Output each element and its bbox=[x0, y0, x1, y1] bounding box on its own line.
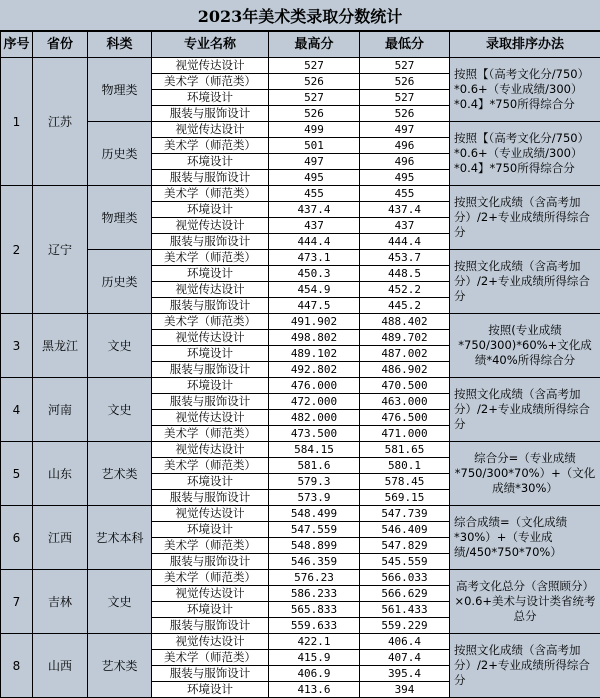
row-number: 1 bbox=[1, 58, 33, 186]
max-score-cell: 584.15 bbox=[269, 442, 360, 458]
min-score-cell: 545.559 bbox=[360, 554, 450, 570]
max-score-cell: 492.802 bbox=[269, 362, 360, 378]
method-cell: 按照文化成绩（含高考加分）/2+专业成绩所得综合分 bbox=[450, 634, 600, 698]
province-cell: 河南 bbox=[33, 378, 88, 442]
major-cell: 环境设计 bbox=[152, 90, 269, 106]
header-category: 科类 bbox=[88, 32, 152, 58]
row-number: 2 bbox=[1, 186, 33, 314]
table-row bbox=[1, 570, 600, 586]
major-cell: 服装与服饰设计 bbox=[152, 618, 269, 634]
major-cell: 环境设计 bbox=[152, 346, 269, 362]
max-score-cell: 498.802 bbox=[269, 330, 360, 346]
max-score-cell: 454.9 bbox=[269, 282, 360, 298]
major-cell: 视觉传达设计 bbox=[152, 410, 269, 426]
max-score-cell: 413.6 bbox=[269, 682, 360, 698]
major-cell: 服装与服饰设计 bbox=[152, 170, 269, 186]
header-major: 专业名称 bbox=[152, 32, 269, 58]
method-cell: 按照【（高考文化分/750）*0.6+（专业成绩/300）*0.4】*750所得综合分 bbox=[450, 58, 600, 122]
table-row bbox=[1, 378, 600, 394]
method-cell: 综合成绩=（文化成绩*30%）+（专业成绩/450*750*70%） bbox=[450, 506, 600, 570]
min-score-cell: 487.002 bbox=[360, 346, 450, 362]
min-score-cell: 496 bbox=[360, 138, 450, 154]
category-cell: 历史类 bbox=[88, 250, 152, 314]
min-score-cell: 470.500 bbox=[360, 378, 450, 394]
max-score-cell: 437.4 bbox=[269, 202, 360, 218]
max-score-cell: 546.359 bbox=[269, 554, 360, 570]
min-score-cell: 489.702 bbox=[360, 330, 450, 346]
province-cell: 山东 bbox=[33, 442, 88, 506]
max-score-cell: 548.499 bbox=[269, 506, 360, 522]
table-row bbox=[1, 250, 600, 266]
major-cell: 服装与服饰设计 bbox=[152, 554, 269, 570]
table-row bbox=[1, 442, 600, 458]
max-score-cell: 476.000 bbox=[269, 378, 360, 394]
province-cell: 辽宁 bbox=[33, 186, 88, 314]
category-cell: 物理类 bbox=[88, 186, 152, 250]
major-cell: 环境设计 bbox=[152, 474, 269, 490]
min-score-cell: 444.4 bbox=[360, 234, 450, 250]
max-score-cell: 473.500 bbox=[269, 426, 360, 442]
max-score-cell: 450.3 bbox=[269, 266, 360, 282]
major-cell: 视觉传达设计 bbox=[152, 634, 269, 650]
min-score-cell: 394 bbox=[360, 682, 450, 698]
min-score-cell: 406.4 bbox=[360, 634, 450, 650]
min-score-cell: 566.629 bbox=[360, 586, 450, 602]
table-row bbox=[1, 506, 600, 522]
min-score-cell: 437.4 bbox=[360, 202, 450, 218]
max-score-cell: 473.1 bbox=[269, 250, 360, 266]
min-score-cell: 526 bbox=[360, 74, 450, 90]
max-score-cell: 573.9 bbox=[269, 490, 360, 506]
method-cell: 按照文化成绩（含高考加分）/2+专业成绩所得综合分 bbox=[450, 378, 600, 442]
header-no: 序号 bbox=[1, 32, 33, 58]
max-score-cell: 559.633 bbox=[269, 618, 360, 634]
max-score-cell: 415.9 bbox=[269, 650, 360, 666]
category-cell: 文史 bbox=[88, 570, 152, 634]
table-body bbox=[1, 58, 600, 698]
category-cell: 文史 bbox=[88, 314, 152, 378]
min-score-cell: 488.402 bbox=[360, 314, 450, 330]
major-cell: 美术学（师范类） bbox=[152, 186, 269, 202]
province-cell: 江西 bbox=[33, 506, 88, 570]
min-score-cell: 569.15 bbox=[360, 490, 450, 506]
min-score-cell: 581.65 bbox=[360, 442, 450, 458]
major-cell: 视觉传达设计 bbox=[152, 218, 269, 234]
max-score-cell: 526 bbox=[269, 106, 360, 122]
method-cell: 综合分=（专业成绩*750/300*70%）+（文化成绩*30%） bbox=[450, 442, 600, 506]
major-cell: 环境设计 bbox=[152, 154, 269, 170]
row-number: 3 bbox=[1, 314, 33, 378]
province-cell: 江苏 bbox=[33, 58, 88, 186]
major-cell: 服装与服饰设计 bbox=[152, 490, 269, 506]
max-score-cell: 482.000 bbox=[269, 410, 360, 426]
min-score-cell: 486.902 bbox=[360, 362, 450, 378]
method-cell: 按照文化成绩（含高考加分）/2+专业成绩所得综合分 bbox=[450, 250, 600, 314]
major-cell: 视觉传达设计 bbox=[152, 586, 269, 602]
max-score-cell: 472.000 bbox=[269, 394, 360, 410]
major-cell: 美术学（师范类） bbox=[152, 138, 269, 154]
max-score-cell: 499 bbox=[269, 122, 360, 138]
max-score-cell: 497 bbox=[269, 154, 360, 170]
row-number: 6 bbox=[1, 506, 33, 570]
major-cell: 美术学（师范类） bbox=[152, 426, 269, 442]
category-cell: 艺术类 bbox=[88, 442, 152, 506]
major-cell: 美术学（师范类） bbox=[152, 570, 269, 586]
min-score-cell: 463.000 bbox=[360, 394, 450, 410]
category-cell: 艺术本科 bbox=[88, 506, 152, 570]
min-score-cell: 453.7 bbox=[360, 250, 450, 266]
major-cell: 服装与服饰设计 bbox=[152, 394, 269, 410]
max-score-cell: 501 bbox=[269, 138, 360, 154]
table-row bbox=[1, 634, 600, 650]
min-score-cell: 566.033 bbox=[360, 570, 450, 586]
major-cell: 美术学（师范类） bbox=[152, 650, 269, 666]
max-score-cell: 527 bbox=[269, 90, 360, 106]
major-cell: 环境设计 bbox=[152, 266, 269, 282]
major-cell: 视觉传达设计 bbox=[152, 122, 269, 138]
major-cell: 服装与服饰设计 bbox=[152, 666, 269, 682]
major-cell: 视觉传达设计 bbox=[152, 282, 269, 298]
score-table bbox=[0, 31, 600, 698]
table-row bbox=[1, 58, 600, 74]
major-cell: 环境设计 bbox=[152, 202, 269, 218]
major-cell: 视觉传达设计 bbox=[152, 506, 269, 522]
row-number: 4 bbox=[1, 378, 33, 442]
province-cell: 吉林 bbox=[33, 570, 88, 634]
header-row bbox=[1, 32, 600, 58]
method-cell: 按照【（高考文化分/750）*0.6+（专业成绩/300）*0.4】*750所得综合分 bbox=[450, 122, 600, 186]
major-cell: 视觉传达设计 bbox=[152, 442, 269, 458]
major-cell: 美术学（师范类） bbox=[152, 458, 269, 474]
min-score-cell: 445.2 bbox=[360, 298, 450, 314]
major-cell: 服装与服饰设计 bbox=[152, 362, 269, 378]
header-max: 最高分 bbox=[269, 32, 360, 58]
min-score-cell: 455 bbox=[360, 186, 450, 202]
major-cell: 服装与服饰设计 bbox=[152, 234, 269, 250]
max-score-cell: 576.23 bbox=[269, 570, 360, 586]
min-score-cell: 580.1 bbox=[360, 458, 450, 474]
max-score-cell: 579.3 bbox=[269, 474, 360, 490]
min-score-cell: 495 bbox=[360, 170, 450, 186]
max-score-cell: 527 bbox=[269, 58, 360, 74]
major-cell: 环境设计 bbox=[152, 682, 269, 698]
min-score-cell: 452.2 bbox=[360, 282, 450, 298]
min-score-cell: 448.5 bbox=[360, 266, 450, 282]
major-cell: 美术学（师范类） bbox=[152, 74, 269, 90]
row-number: 5 bbox=[1, 442, 33, 506]
min-score-cell: 526 bbox=[360, 106, 450, 122]
table-row bbox=[1, 314, 600, 330]
row-number: 7 bbox=[1, 570, 33, 634]
max-score-cell: 491.902 bbox=[269, 314, 360, 330]
province-cell: 山西 bbox=[33, 634, 88, 698]
table-row bbox=[1, 186, 600, 202]
min-score-cell: 559.229 bbox=[360, 618, 450, 634]
max-score-cell: 444.4 bbox=[269, 234, 360, 250]
max-score-cell: 526 bbox=[269, 74, 360, 90]
max-score-cell: 495 bbox=[269, 170, 360, 186]
header-method: 录取排序办法 bbox=[450, 32, 600, 58]
min-score-cell: 497 bbox=[360, 122, 450, 138]
sheet-title: 2023年美术类录取分数统计 bbox=[0, 0, 600, 31]
major-cell: 环境设计 bbox=[152, 378, 269, 394]
min-score-cell: 496 bbox=[360, 154, 450, 170]
min-score-cell: 476.500 bbox=[360, 410, 450, 426]
major-cell: 美术学（师范类） bbox=[152, 314, 269, 330]
major-cell: 美术学（师范类） bbox=[152, 538, 269, 554]
major-cell: 服装与服饰设计 bbox=[152, 106, 269, 122]
major-cell: 服装与服饰设计 bbox=[152, 298, 269, 314]
max-score-cell: 581.6 bbox=[269, 458, 360, 474]
min-score-cell: 547.739 bbox=[360, 506, 450, 522]
row-number: 8 bbox=[1, 634, 33, 698]
max-score-cell: 548.899 bbox=[269, 538, 360, 554]
max-score-cell: 565.833 bbox=[269, 602, 360, 618]
major-cell: 美术学（师范类） bbox=[152, 250, 269, 266]
table-row bbox=[1, 122, 600, 138]
min-score-cell: 395.4 bbox=[360, 666, 450, 682]
min-score-cell: 546.409 bbox=[360, 522, 450, 538]
max-score-cell: 586.233 bbox=[269, 586, 360, 602]
min-score-cell: 407.4 bbox=[360, 650, 450, 666]
method-cell: 按照(专业成绩*750/300)*60%+文化成绩*40%所得综合分 bbox=[450, 314, 600, 378]
min-score-cell: 437 bbox=[360, 218, 450, 234]
min-score-cell: 578.45 bbox=[360, 474, 450, 490]
max-score-cell: 447.5 bbox=[269, 298, 360, 314]
method-cell: 高考文化总分（含照顾分）×0.6+美术与设计类省统考总分 bbox=[450, 570, 600, 634]
category-cell: 艺术类 bbox=[88, 634, 152, 698]
max-score-cell: 547.559 bbox=[269, 522, 360, 538]
major-cell: 视觉传达设计 bbox=[152, 330, 269, 346]
max-score-cell: 437 bbox=[269, 218, 360, 234]
category-cell: 文史 bbox=[88, 378, 152, 442]
method-cell: 按照文化成绩（含高考加分）/2+专业成绩所得综合分 bbox=[450, 186, 600, 250]
min-score-cell: 527 bbox=[360, 58, 450, 74]
min-score-cell: 527 bbox=[360, 90, 450, 106]
province-cell: 黑龙江 bbox=[33, 314, 88, 378]
max-score-cell: 422.1 bbox=[269, 634, 360, 650]
category-cell: 历史类 bbox=[88, 122, 152, 186]
major-cell: 环境设计 bbox=[152, 602, 269, 618]
min-score-cell: 471.000 bbox=[360, 426, 450, 442]
header-min: 最低分 bbox=[360, 32, 450, 58]
min-score-cell: 561.433 bbox=[360, 602, 450, 618]
max-score-cell: 406.9 bbox=[269, 666, 360, 682]
header-province: 省份 bbox=[33, 32, 88, 58]
min-score-cell: 547.829 bbox=[360, 538, 450, 554]
major-cell: 环境设计 bbox=[152, 522, 269, 538]
major-cell: 视觉传达设计 bbox=[152, 58, 269, 74]
max-score-cell: 489.102 bbox=[269, 346, 360, 362]
max-score-cell: 455 bbox=[269, 186, 360, 202]
category-cell: 物理类 bbox=[88, 58, 152, 122]
